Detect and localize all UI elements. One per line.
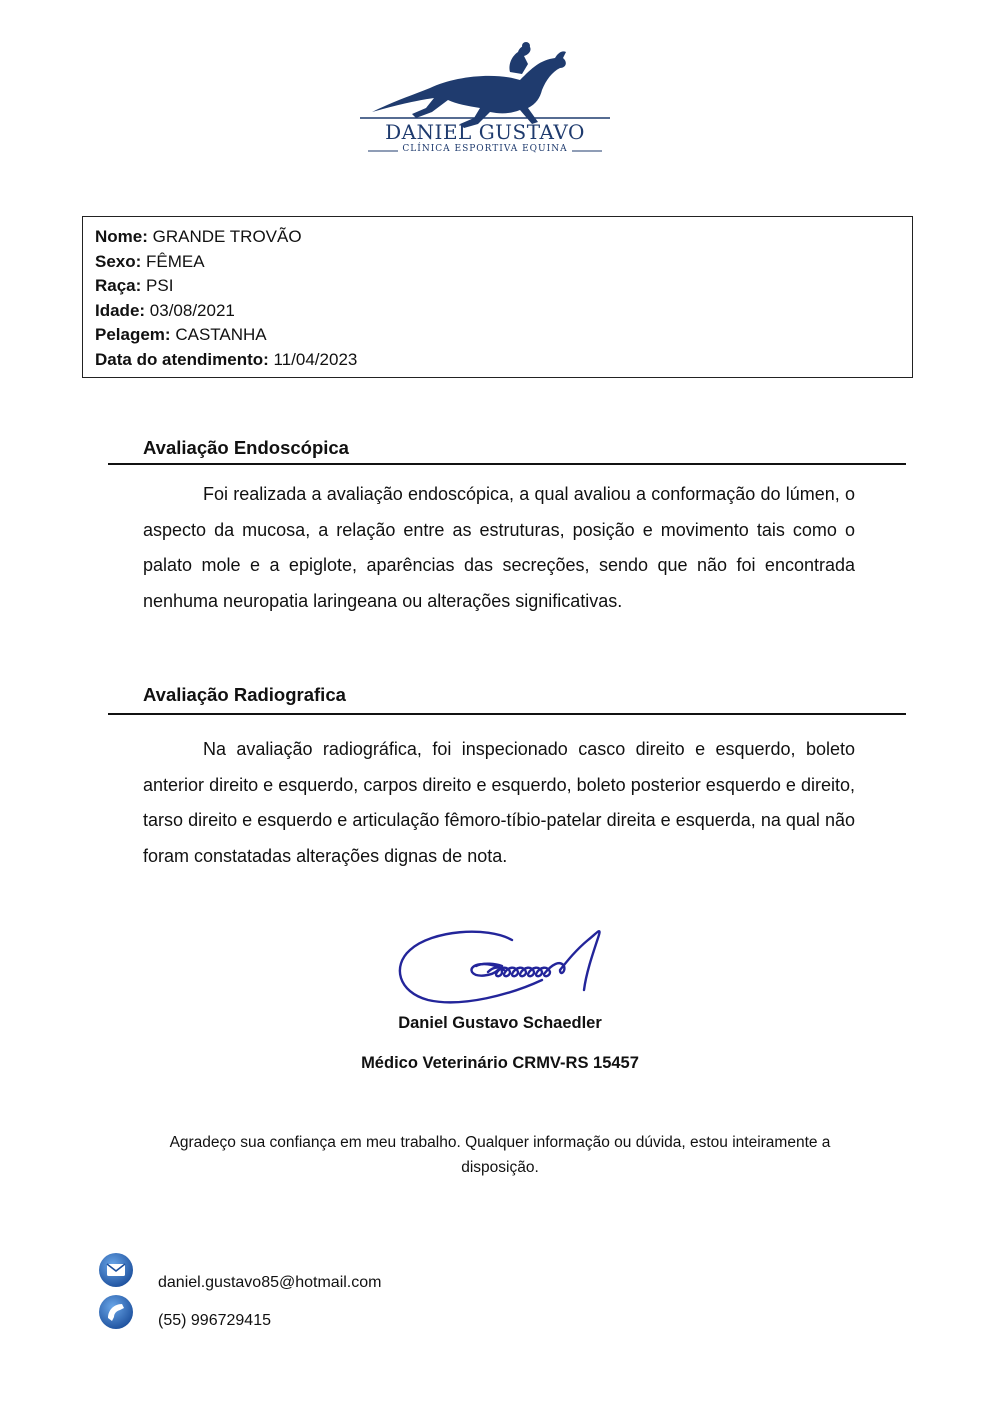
section-body-radiography: Na avaliação radiográfica, foi inspecionado casco direito e esquerdo, boleto anterior direito e esquerdo, carpos direito e esquerdo, boleto posterior esquerdo e direito, tarso direito e esquerdo e articulação fêmoro-tíbio-patelar direita e esquerda, na qual não foram constatadas alterações dignas de nota. bbox=[143, 739, 855, 866]
section-title-radiography: Avaliação Radiografica bbox=[143, 684, 346, 705]
section-divider bbox=[108, 713, 906, 715]
signer-title: Médico Veterinário CRMV-RS 15457 bbox=[361, 1054, 639, 1072]
patient-age-row bbox=[95, 301, 235, 321]
contact-email[interactable]: daniel.gustavo85@hotmail.com bbox=[158, 1274, 382, 1291]
section-divider bbox=[108, 463, 906, 465]
patient-info-box bbox=[82, 216, 913, 378]
section-body-endoscopy: Foi realizada a avaliação endoscópica, a qual avaliou a conformação do lúmen, o aspecto da mucosa, a relação entre as estruturas, posição e movimento tais como o palato mole e a epiglote, aparências das secreções, sendo que não foi encontrada nenhuma neuropatia laringeana ou alterações significativas. bbox=[143, 484, 855, 611]
contact-phone[interactable]: (55) 996729415 bbox=[158, 1312, 271, 1329]
date-label: Data do atendimento: bbox=[95, 349, 269, 369]
name-value: GRANDE TROVÃO bbox=[152, 227, 302, 246]
envelope-icon bbox=[96, 1250, 136, 1290]
section-title-endoscopy: Avaliação Endoscópica bbox=[143, 437, 349, 458]
patient-coat-row bbox=[95, 325, 267, 345]
age-value: 03/08/2021 bbox=[149, 300, 235, 320]
patient-name-row bbox=[95, 227, 302, 247]
sex-value: FÊMEA bbox=[146, 251, 205, 271]
sex-label: Sexo: bbox=[95, 251, 142, 271]
breed-label: Raça: bbox=[95, 276, 142, 295]
patient-breed-row bbox=[95, 276, 173, 296]
handwritten-signature bbox=[392, 920, 607, 1012]
attendance-date-row bbox=[95, 350, 357, 370]
phone-icon bbox=[96, 1292, 136, 1332]
date-value: 11/04/2023 bbox=[273, 349, 358, 369]
thank-you-note: Agradeço sua confiança em meu trabalho. Qualquer informação ou dúvida, estou inteiramente a disposição. bbox=[169, 1134, 831, 1176]
name-label: Nome: bbox=[95, 227, 148, 246]
patient-sex-row bbox=[95, 252, 205, 272]
signer-name: Daniel Gustavo Schaedler bbox=[398, 1014, 602, 1032]
age-label: Idade: bbox=[95, 300, 146, 320]
logo-name: DANIEL GUSTAVO bbox=[385, 120, 585, 144]
breed-value: PSI bbox=[146, 276, 174, 295]
coat-value: CASTANHA bbox=[175, 325, 267, 344]
logo-subtitle: CLÍNICA ESPORTIVA EQUINA bbox=[402, 144, 568, 154]
coat-label: Pelagem: bbox=[95, 325, 171, 344]
